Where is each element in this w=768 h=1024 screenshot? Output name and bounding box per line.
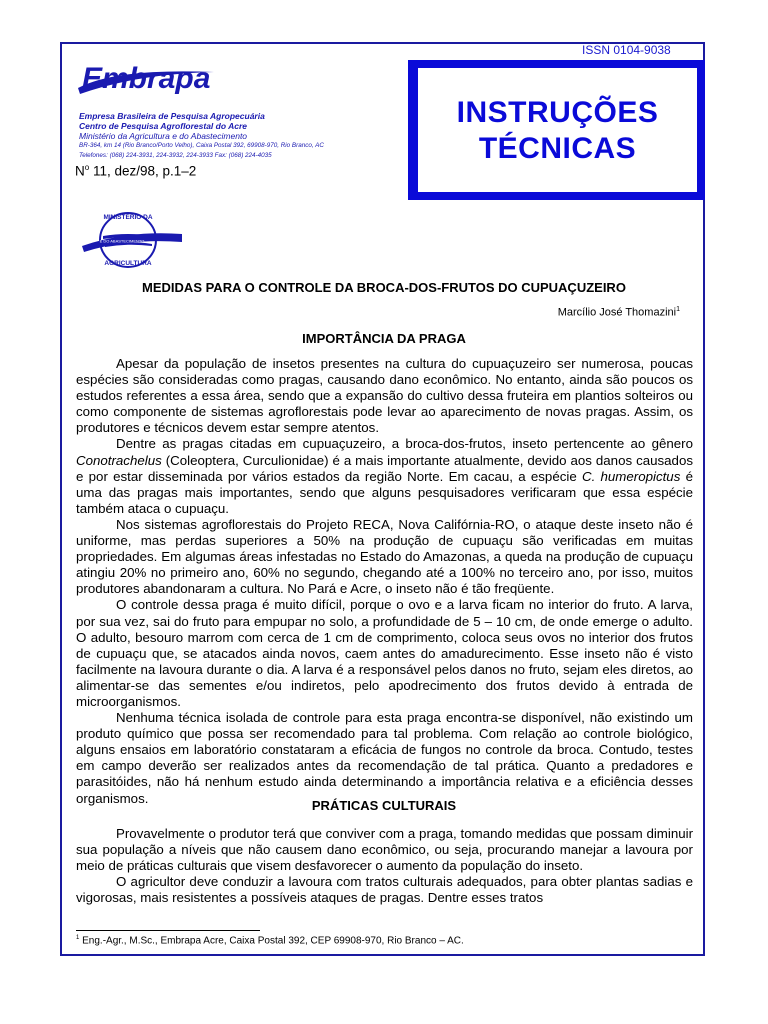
article-title: MEDIDAS PARA O CONTROLE DA BROCA-DOS-FRUTOS DO CUPUAÇUZEIRO	[142, 280, 626, 295]
section-heading-practices: PRÁTICAS CULTURAIS	[311, 798, 457, 813]
series-title-box	[408, 60, 705, 200]
paragraph-6: Provavelmente o produtor terá que conviver com a praga, tomando medidas que possam diminuir sua população a níveis que não causem dano econômico, ou seja, procurando manejar a lavoura por meio de práticas culturais que visem desfavorecer o aumento da população do inseto.	[76, 826, 693, 874]
issue-number: $N^o$ 11, dez/98, p.1–2	[75, 163, 197, 179]
paragraph-2: Dentre as pragas citadas em cupuaçuzeiro, a broca-dos-frutos, inseto pertencente ao gênero Conotrachelus (Coleoptera, Curculionidae) é a mais importante atualmente, devido aos danos causados e por estar disseminada por vários estados da região Norte. Em cacau, a espécie C. humeropictus é uma das pragas mais importantes, sendo que alguns pesquisadores verificaram que essa espécie também ataca o cupuaçu.	[76, 436, 693, 516]
footnote: $^1$ Eng.-Agr., M.Sc., Embrapa Acre, Caixa Postal 392, CEP 69908-970, Rio Branco – AC.	[76, 935, 464, 947]
ministry-logo-bottom-text: AGRICULTURA	[104, 260, 152, 267]
ministry-logo	[78, 208, 184, 270]
logo-text: Embrapa	[82, 62, 211, 95]
org-name-2: Centro de Pesquisa Agroflorestal do Acre	[79, 121, 247, 131]
section-heading-importance: IMPORTÂNCIA DA PRAGA	[302, 331, 466, 346]
phones-line: Telefones: (068) 224-3931, 224-3932, 224-3933 Fax: (068) 224-4035	[79, 152, 272, 159]
embrapa-logo	[76, 58, 216, 100]
issn-number: ISSN 0104-9038	[582, 43, 671, 57]
paragraph-4: O controle dessa praga é muito difícil, porque o ovo e a larva ficam no interior do fruto. A larva, por sua vez, sai do fruto para empupar no solo, a profundidade de 5 – 10 cm, de onde emerge o adulto. O adulto, besouro marrom com cerca de 1 cm de comprimento, coloca seus ovos no interior dos frutos de cupuaçu que, se atacados ainda novos, caem antes do amadurecimento. Esse inseto não é visto facilmente na lavoura durante o dia. A larva é a responsável pelos danos no fruto, sejam eles diretos, ao alimentar-se das sementes e/ou indiretos, pelo apodrecimento dos frutos devido à entrada de microorganismos.	[76, 597, 693, 709]
section-body-importance	[76, 356, 693, 807]
footnote-divider	[76, 930, 260, 931]
paragraph-1: Apesar da população de insetos presentes na cultura do cupuaçuzeiro ser numerosa, poucas espécies são consideradas como pragas, causando dano econômico. No entanto, ainda são poucos os estudos referentes a essa área, sendo que a expansão do cultivo dessa fruteira em plantios solteiros ou como componente de sistemas agroflorestais pode levar ao aparecimento de novas pragas. Assim, os produtores e técnicos devem estar sempre atentos.	[76, 356, 693, 436]
section-body-practices	[76, 826, 693, 906]
ministry-name: Ministério da Agricultura e do Abastecimento	[79, 131, 248, 141]
address-line: BR-364, km 14 (Rio Branco/Porto Velho), Caixa Postal 392, 69908-970, Rio Branco, AC	[79, 142, 324, 149]
ministry-logo-band-text: E DO ABASTECIMENTO	[99, 238, 145, 244]
series-title-line-1: INSTRUÇÕES	[456, 96, 659, 129]
org-name-1: Empresa Brasileira de Pesquisa Agropecuária	[79, 111, 265, 121]
ministry-logo-top-text: MINISTÉRIO DA	[103, 214, 153, 221]
paragraph-3: Nos sistemas agroflorestais do Projeto RECA, Nova Califórnia-RO, o ataque deste inseto não é uniforme, mas perdas superiores a 50% na produção de cupuaçu são verificadas em muitas propriedades. Em algumas áreas infestadas no Estado do Amazonas, a queda na produção de cupuaçu atingiu 20% no primeiro ano, 60% no segundo, chegando até a 100% no terceiro ano, por isso, muitos produtores abandonaram a cultura. No Pará e Acre, o inseto não é tão freqüente.	[76, 516, 693, 597]
paragraph-7: O agricultor deve conduzir a lavoura com tratos culturais adequados, para obter plantas sadias e vigorosas, mais resistentes a possíveis ataques de pragas. Dentre esses tratos	[76, 874, 693, 906]
series-title-line-2: TÉCNICAS	[478, 132, 637, 165]
author-name: Marcílio José Thomazini$^1$	[557, 306, 680, 319]
paragraph-5: Nenhuma técnica isolada de controle para esta praga encontra-se disponível, não existindo um produto químico que possa ser recomendado para tal problema. Com relação ao controle biológico, alguns ensaios em laboratório constataram a eficácia de fungos no controle da broca. Contudo, testes em campo deverão ser realizados antes da recomendação de tal prática. Quanto a predadores e parasitóides, não há nenhum estudo ainda determinando a importância relativa e a eficiência desses organismos.	[76, 710, 693, 806]
